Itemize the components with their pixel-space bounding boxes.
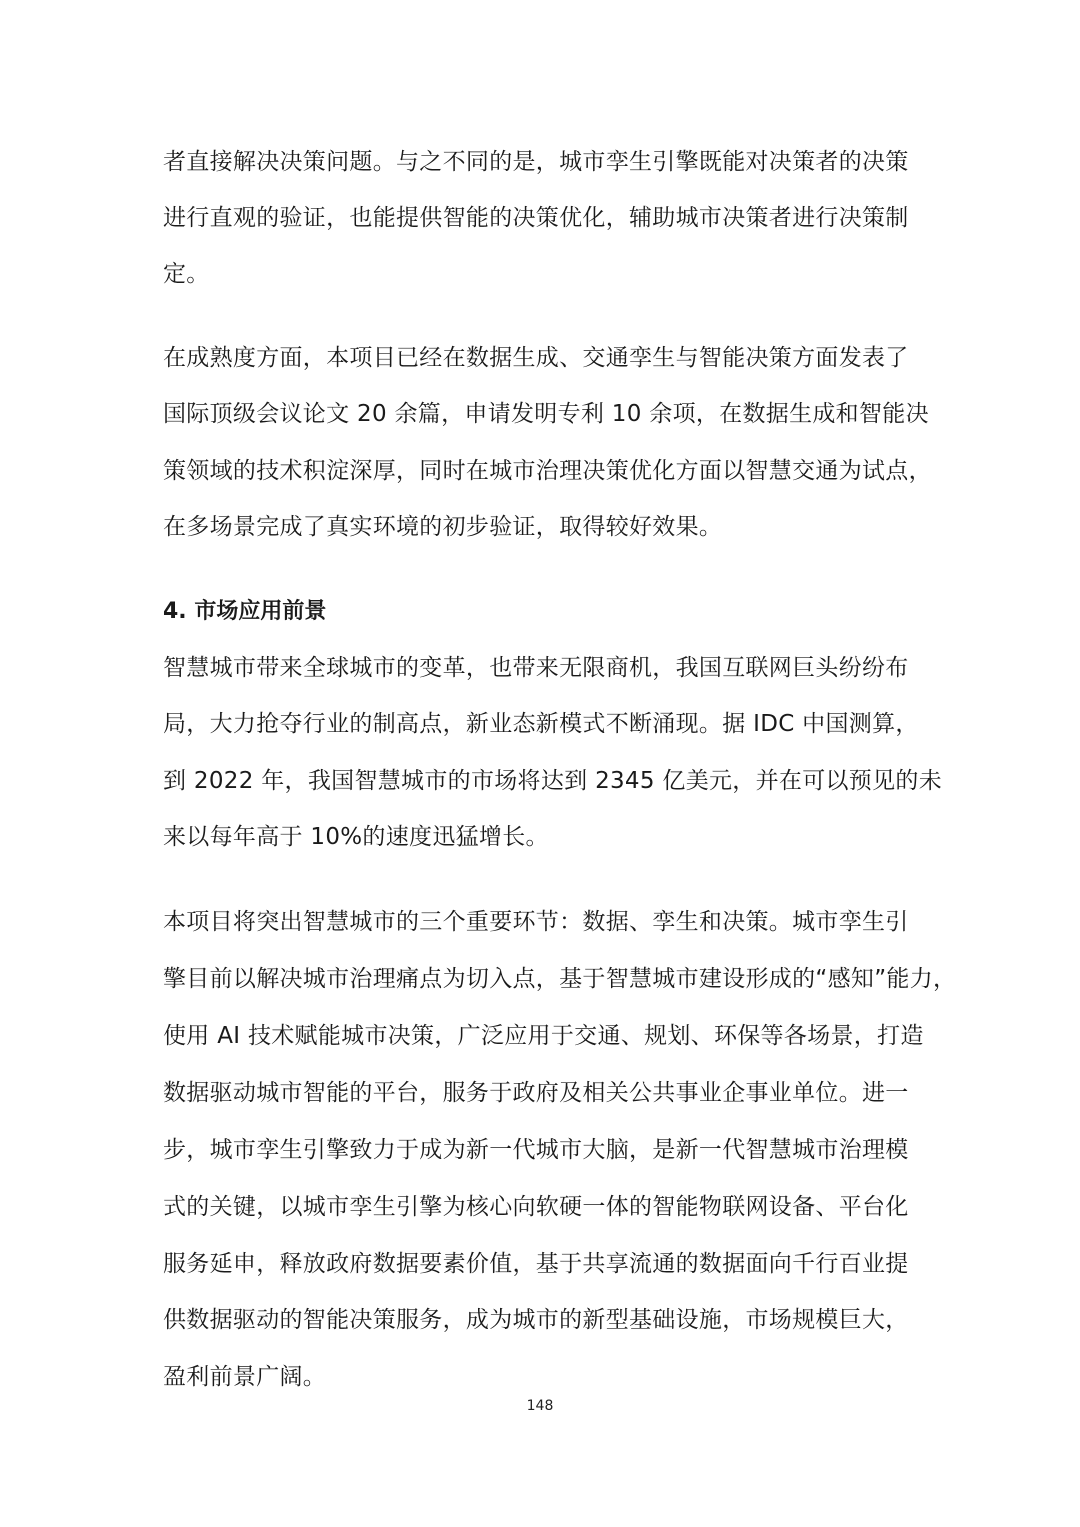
paragraph-2-line-4: 在多场景完成了真实环境的初步验证，取得较好效果。	[163, 514, 723, 540]
paragraph-2-line-3: 策领域的技术积淀深厚，同时在城市治理决策优化方面以智慧交通为试点，	[163, 458, 932, 484]
section-heading: 4. 市场应用前景	[163, 599, 327, 624]
paragraph-2-line-2: 国际顶级会议论文 20 余篇，申请发明专利 10 余项，在数据生成和智能决	[163, 401, 929, 427]
paragraph-3-line-3: 到 2022 年，我国智慧城市的市场将达到 2345 亿美元，并在可以预见的未	[163, 768, 943, 794]
paragraph-3-line-2: 局，大力抢夺行业的制高点，新业态新模式不断涌现。据 IDC 中国测算，	[163, 711, 919, 737]
paragraph-3-line-4: 来以每年高于 10%的速度迅猛增长。	[163, 824, 549, 850]
paragraph-4-line-5: 步，城市孪生引擎致力于成为新一代城市大脑，是新一代智慧城市治理模	[163, 1137, 909, 1163]
paragraph-4-line-6: 式的关键，以城市孪生引擎为核心向软硬一体的智能物联网设备、平台化	[163, 1194, 909, 1220]
paragraph-4-line-9: 盈利前景广阔。	[163, 1364, 327, 1390]
paragraph-2-line-1: 在成熟度方面，本项目已经在数据生成、交通孪生与智能决策方面发表了	[163, 345, 909, 371]
paragraph-1-line-3: 定。	[163, 261, 210, 287]
paragraph-4-line-2: 擎目前以解决城市治理痛点为切入点，基于智慧城市建设形成的“感知”能力，	[163, 966, 957, 992]
paragraph-4-line-1: 本项目将突出智慧城市的三个重要环节：数据、孪生和决策。城市孪生引	[163, 909, 909, 935]
page-number: 148	[526, 1398, 554, 1414]
paragraph-4-line-3: 使用 AI 技术赋能城市决策，广泛应用于交通、规划、环保等各场景，打造	[163, 1023, 924, 1049]
paragraph-3-line-1: 智慧城市带来全球城市的变革，也带来无限商机，我国互联网巨头纷纷布	[163, 655, 909, 681]
paragraph-4-line-7: 服务延申，释放政府数据要素价值，基于共享流通的数据面向千行百业提	[163, 1251, 909, 1277]
paragraph-4-line-4: 数据驱动城市智能的平台，服务于政府及相关公共事业企事业单位。进一	[163, 1080, 909, 1106]
paragraph-1-line-2: 进行直观的验证，也能提供智能的决策优化，辅助城市决策者进行决策制	[163, 205, 909, 231]
paragraph-4-line-8: 供数据驱动的智能决策服务，成为城市的新型基础设施，市场规模巨大，	[163, 1307, 909, 1333]
paragraph-1-line-1: 者直接解决决策问题。与之不同的是，城市孪生引擎既能对决策者的决策	[163, 149, 909, 175]
